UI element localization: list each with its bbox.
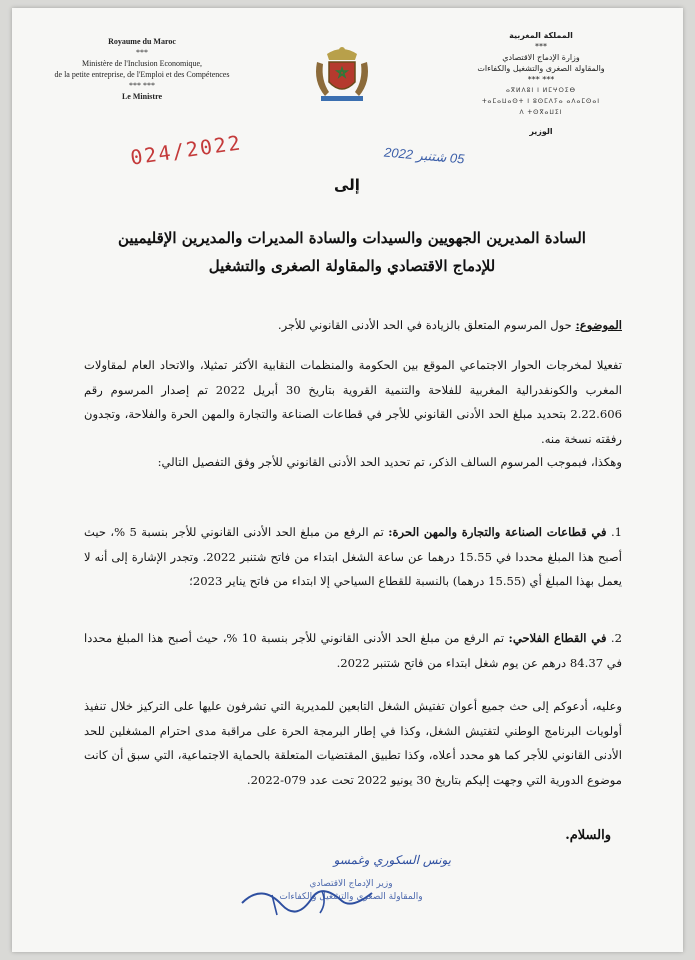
date-stamp: 05 شتنبر 2022 (383, 144, 465, 167)
header-french (52, 36, 232, 102)
ministry-ar-line2: والمقاولة الصغرى والتشغيل والكفاءات (477, 64, 605, 73)
ministry-fr-line1: Ministère de l'Inclusion Economique, (81, 59, 203, 68)
list-item-number: 2. (610, 631, 622, 645)
subject-line (84, 313, 622, 338)
ministry-ar-line1: وزارة الإدماج الاقتصادي (502, 53, 580, 62)
list-item-number: 1. (610, 525, 623, 539)
addressee (82, 224, 622, 280)
paragraph-instructions: وعليه، أدعوكم إلى حث جميع أعوان تفتيش الشغل التابعين للمديرية التي تشرفون عليها على التركيز خلال تنفيذ أولويات البرنامج الوطني لتفتيش الشغل، وكذا في إطار البرمجة الحرة على مراقبة مدى احترام المشغلين للحد الأدنى القانوني للأجر كما هو محدد أعلاه، وكذا تطبيق المقتضيات المتعلقة بالحماية الاجتماعية، التي سبق أن كانت موضوع الدورية التي وجهت إليكم بتاريخ 30 يونيو 2022 تحت عدد 079-2022. (84, 699, 622, 787)
tifinagh-line3: ⴷ ⵜⵙⴳⴰⵡⵉⵏ (519, 109, 563, 116)
paragraph-detail-intro: وهكذا، فبموجب المرسوم السالف الذكر، تم تحديد الحد الأدنى القانوني للأجر وفق التفصيل التالي: (157, 455, 622, 469)
kingdom-fr: Royaume du Maroc (108, 37, 176, 46)
minister-fr: Le Ministre (121, 92, 163, 101)
official-stamp (241, 878, 461, 904)
subject-label: الموضوع: (575, 318, 622, 332)
stamp-line2: والمقاولة الصغرى والتشغيل والكفاءات (279, 892, 423, 902)
header-arabic (451, 30, 631, 137)
list-item-industry (84, 520, 622, 594)
tifinagh-line2: ⵜⴰⵎⴰⵡⴰⵙⵜ ⵏ ⵓⵙⵎⴷⵢⴰ ⴰⴷⴰⵎⵙⴰⵏ (481, 98, 601, 105)
tifinagh-line1: ⴰⴳⵍⴷⵓⵏ ⵏ ⵍⵎⵖⵔⵉⴱ (506, 87, 576, 94)
list-item-agriculture (84, 626, 622, 675)
paragraph-intro: تفعيلا لمخرجات الحوار الاجتماعي الموقع بين الحكومة والمنظمات النقابية الأكثر تمثيلا، والاتحاد العام لمقاولات المغرب والكونفدرالية المغربية للفلاحة والتنمية القروية بتاريخ 30 أبريل 2022 تم إصدار المرسوم رقم 2.22.606 بتحديد مبلغ الحد الأدنى القانوني للأجر في قطاعات الصناعة والتجارة والمهن الحرة والفلاحة، وتجدون رفقته نسخة منه. (84, 358, 623, 446)
stamp-line1: وزير الإدماج الاقتصادي (309, 879, 393, 889)
subject-text: حول المرسوم المتعلق بالزيادة في الحد الأدنى القانوني للأجر. (277, 318, 576, 332)
minister-ar: الوزير (529, 127, 553, 136)
moroccan-coat-of-arms-icon (307, 42, 377, 104)
addressee-line1: السادة المديرين الجهويين والسيدات والسادة المديرات والمديرين الإقليميين (118, 229, 586, 247)
separator: *** *** (527, 75, 555, 84)
list-item-title: في قطاعات الصناعة والتجارة والمهن الحرة: (388, 525, 607, 539)
ministry-fr-line2: de la petite entreprise, de l'Emploi et des Compétences (54, 70, 230, 79)
signatory-name: يونس السكوري وغمسو (333, 853, 451, 867)
list-item-text: تم الرفع من مبلغ الحد الأدنى القانوني للأجر بنسبة 10 %، حيث أصبح هذا المبلغ محددا في 84.37 درهم عن يوم شغل ابتداء من فاتح شتنبر 2022. (84, 631, 622, 670)
list-item-text: تم الرفع من مبلغ الحد الأدنى القانوني للأجر بنسبة 5 %، حيث أصبح هذا المبلغ محددا في 15.55 درهما عن ساعة الشغل ابتداء من فاتح شتنبر 2022. وتجدر الإشارة إلى أنه لا يعمل بهذا المبلغ أي (15.55 درهما) بالنسبة للقطاع السياحي إلا ابتداء من فاتح يناير 2023؛ (84, 525, 622, 588)
letter-page (12, 8, 683, 952)
closing-salutation: والسلام. (565, 828, 611, 843)
addressee-line2: للإدماج الاقتصادي والمقاولة الصغرى والتشغيل (208, 257, 496, 275)
list-item-title: في القطاع الفلاحي: (508, 631, 607, 645)
separator: *** (535, 42, 547, 51)
to-label: إلى (334, 176, 360, 194)
separator: *** *** (129, 81, 155, 90)
kingdom-ar: المملكة المغربية (509, 31, 573, 40)
separator: *** (136, 48, 148, 57)
reference-number-stamp: 024/2022 (128, 130, 244, 170)
